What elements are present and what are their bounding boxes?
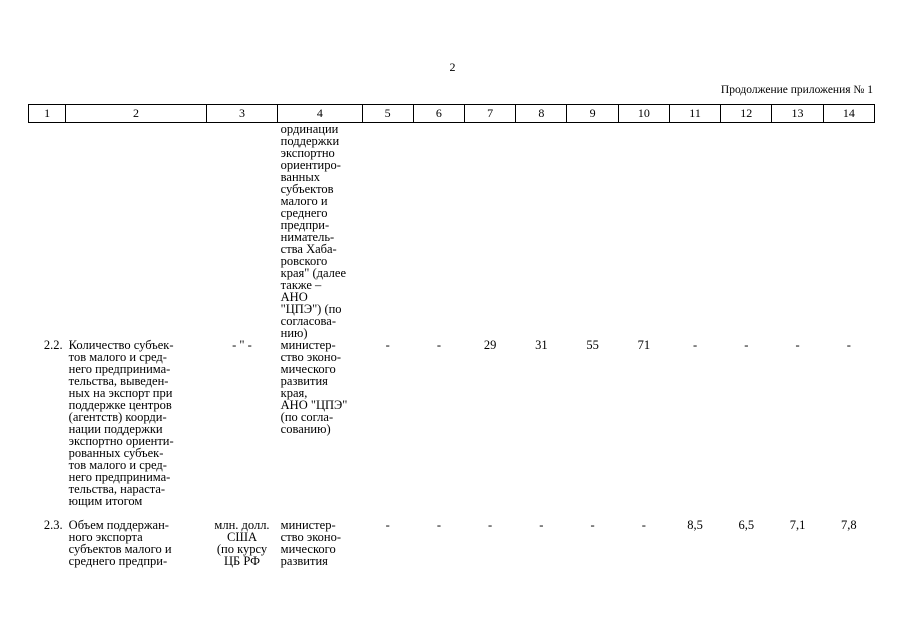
value-cell: 7,1	[789, 518, 806, 532]
row-number: 2.2.	[43, 338, 63, 352]
column-number-cell: 3	[206, 105, 277, 123]
value-cell: 31	[535, 338, 548, 352]
value-cell: 55	[586, 338, 599, 352]
page-number: 2	[449, 60, 456, 74]
indicator-name: Объем поддержан- ного экспорта субъектов малого и среднего предпри-	[68, 518, 172, 568]
value-cell: 71	[637, 338, 651, 352]
column-number-cell: 10	[618, 105, 669, 123]
column-number-cell: 4	[278, 105, 362, 123]
value-cell: -	[641, 518, 646, 532]
column-number-row	[29, 105, 875, 123]
value-cell: -	[436, 338, 441, 352]
value-cell: -	[590, 518, 595, 532]
value-cell: 29	[483, 338, 497, 352]
table-row	[29, 339, 875, 519]
indicator-name: Количество субъек- тов малого и сред- него предпринима- тельства, выведен- ных на экспорт при поддержке центров (агентств) коорди- нации поддержки экспортно ориенти- рованных субъек- тов малого и сред- него предпринима- тельства, нараста- ющим итогом	[68, 338, 174, 508]
column-number-cell: 14	[823, 105, 874, 123]
executor-cell: министер- ство эконо- мического развития	[280, 518, 342, 568]
unit-cell: млн. долл. США (по курсу ЦБ РФ	[214, 518, 270, 568]
continuation-row	[29, 123, 875, 340]
executor-cell: министер- ство эконо- мического развития края, АНО "ЦПЭ" (по согла- сованию)	[280, 338, 348, 436]
appendix-table	[28, 104, 875, 567]
column-number-cell: 6	[413, 105, 464, 123]
column-number-cell: 9	[567, 105, 618, 123]
value-cell: -	[795, 338, 800, 352]
executor-continuation: ординации поддержки экспортно ориентиро- ванных субъектов малого и среднего предпри- ниматель- ства Хаба- ровского края" (далее также – АНО "ЦПЭ") (по согласова- нию)	[280, 122, 347, 340]
value-cell: -	[488, 518, 493, 532]
value-cell: 6,5	[738, 518, 755, 532]
column-number-cell: 5	[362, 105, 413, 123]
column-number-cell: 8	[516, 105, 567, 123]
value-cell: -	[846, 338, 851, 352]
column-number-cell: 12	[721, 105, 772, 123]
value-cell: -	[744, 338, 749, 352]
table-row	[29, 519, 875, 567]
value-cell: -	[385, 518, 390, 532]
value-cell: -	[539, 518, 544, 532]
row-number: 2.3.	[43, 518, 63, 532]
value-cell: 7,8	[841, 518, 857, 532]
column-number-cell: 13	[772, 105, 823, 123]
value-cell: -	[436, 518, 441, 532]
value-cell: 8,5	[687, 518, 703, 532]
column-number-cell: 11	[669, 105, 720, 123]
column-number-cell: 2	[66, 105, 207, 123]
unit-cell: - " -	[232, 338, 252, 352]
continuation-label: Продолжение приложения № 1	[720, 84, 873, 96]
column-number-cell: 7	[465, 105, 516, 123]
column-number-cell: 1	[29, 105, 66, 123]
value-cell: -	[692, 338, 698, 352]
value-cell: -	[385, 338, 390, 352]
